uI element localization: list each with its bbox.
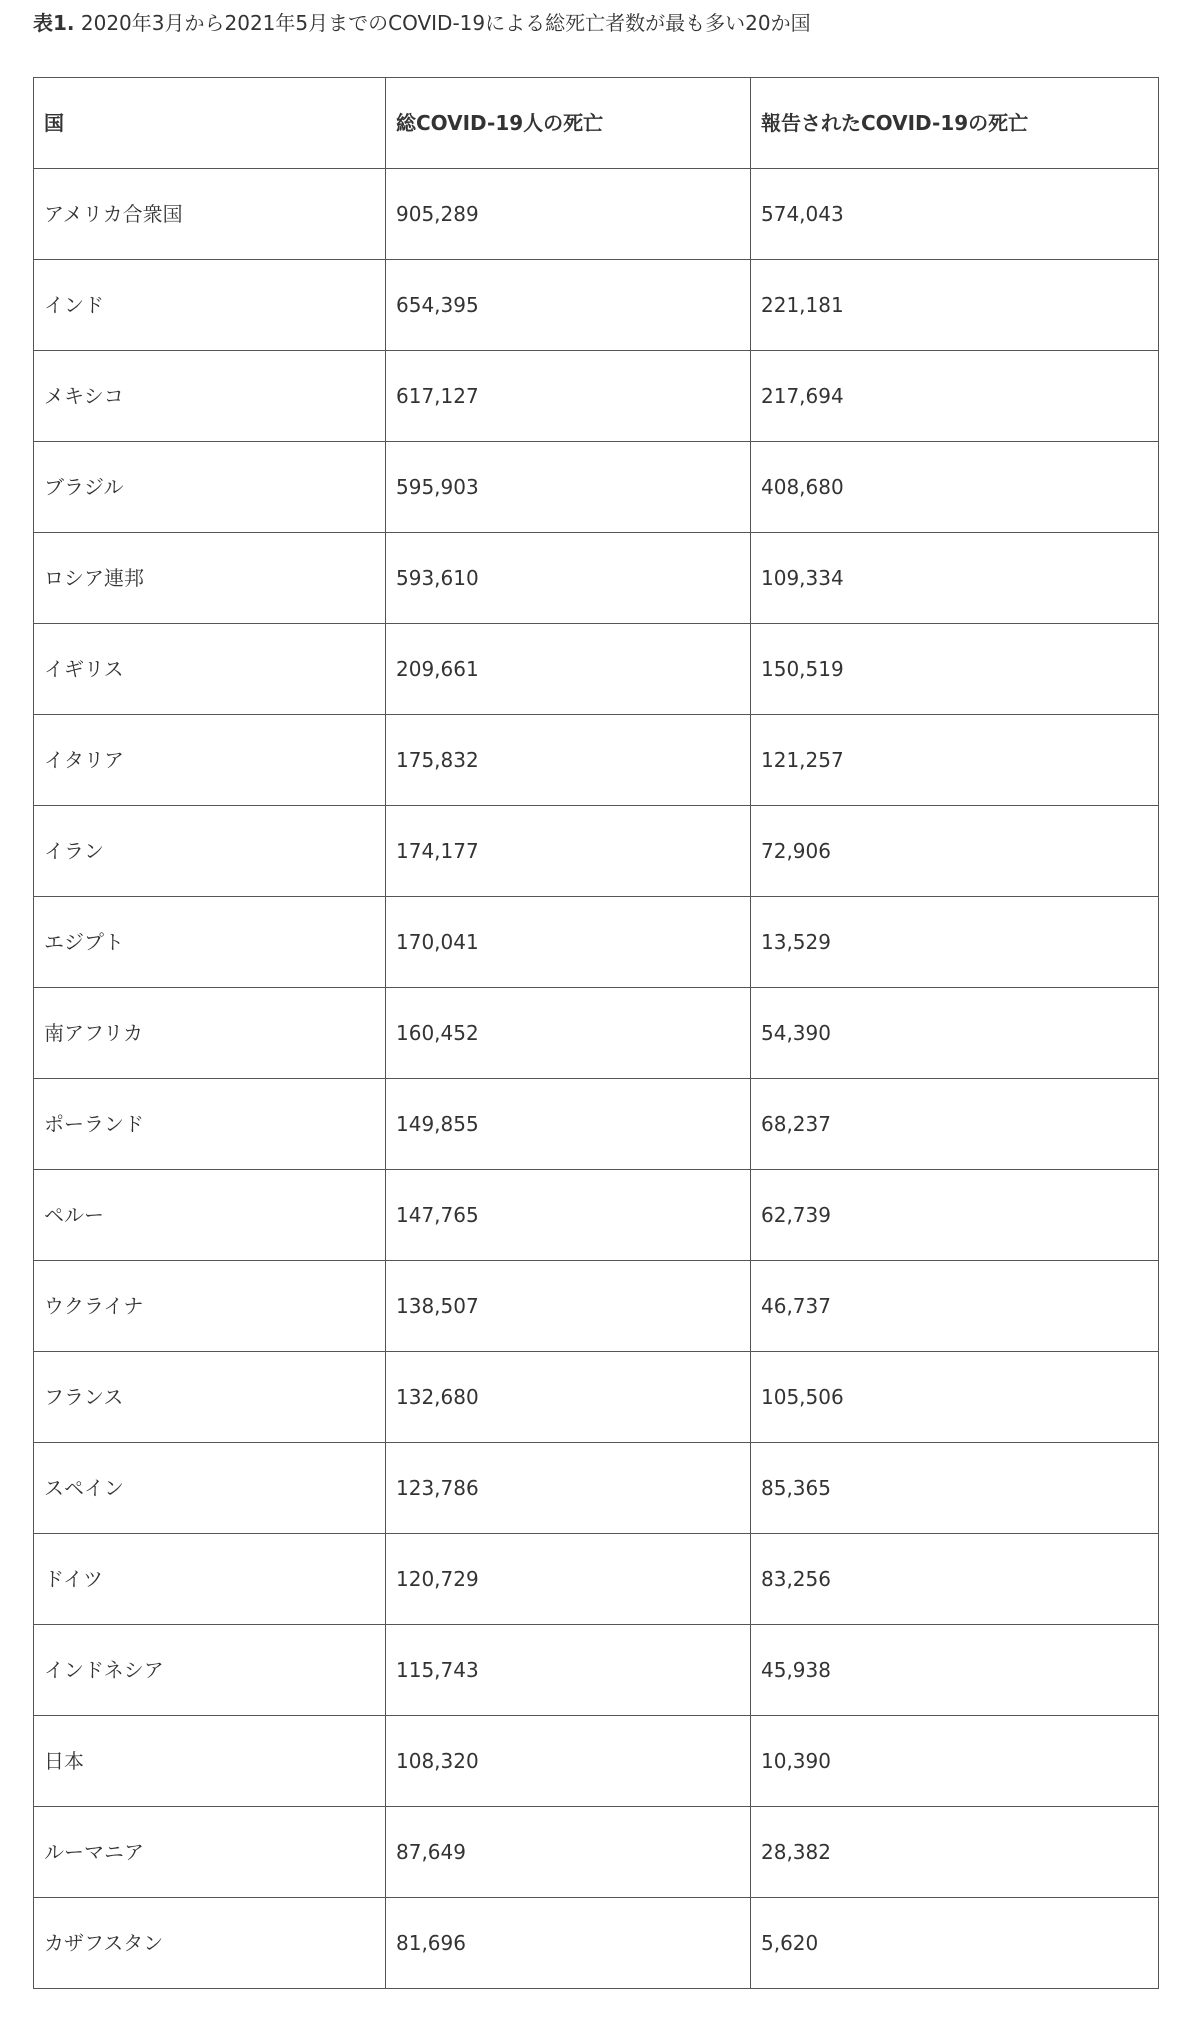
cell-country: ポーランド	[34, 1079, 386, 1170]
cell-reported-deaths: 45,938	[751, 1625, 1159, 1716]
data-table-container	[33, 77, 1158, 1989]
cell-reported-deaths: 72,906	[751, 806, 1159, 897]
table-row	[34, 806, 1159, 897]
cell-reported-deaths: 109,334	[751, 533, 1159, 624]
table-row	[34, 624, 1159, 715]
column-header-reported-deaths: 報告されたCOVID-19の死亡	[751, 78, 1159, 169]
cell-total-deaths: 87,649	[386, 1807, 751, 1898]
cell-country: スペイン	[34, 1443, 386, 1534]
cell-country: ドイツ	[34, 1534, 386, 1625]
cell-total-deaths: 147,765	[386, 1170, 751, 1261]
covid-deaths-table	[33, 77, 1159, 1989]
cell-country: イタリア	[34, 715, 386, 806]
cell-total-deaths: 138,507	[386, 1261, 751, 1352]
cell-total-deaths: 905,289	[386, 169, 751, 260]
table-header-row	[34, 78, 1159, 169]
cell-reported-deaths: 62,739	[751, 1170, 1159, 1261]
cell-total-deaths: 81,696	[386, 1898, 751, 1989]
cell-total-deaths: 170,041	[386, 897, 751, 988]
cell-country: インド	[34, 260, 386, 351]
cell-reported-deaths: 150,519	[751, 624, 1159, 715]
cell-reported-deaths: 13,529	[751, 897, 1159, 988]
cell-reported-deaths: 54,390	[751, 988, 1159, 1079]
cell-country: ウクライナ	[34, 1261, 386, 1352]
cell-total-deaths: 595,903	[386, 442, 751, 533]
cell-total-deaths: 132,680	[386, 1352, 751, 1443]
table-row	[34, 1170, 1159, 1261]
table-row	[34, 1261, 1159, 1352]
table-row	[34, 169, 1159, 260]
cell-reported-deaths: 83,256	[751, 1534, 1159, 1625]
cell-total-deaths: 115,743	[386, 1625, 751, 1716]
cell-total-deaths: 209,661	[386, 624, 751, 715]
cell-total-deaths: 149,855	[386, 1079, 751, 1170]
cell-reported-deaths: 5,620	[751, 1898, 1159, 1989]
cell-total-deaths: 160,452	[386, 988, 751, 1079]
table-row	[34, 715, 1159, 806]
table-row	[34, 1625, 1159, 1716]
table-row	[34, 442, 1159, 533]
table-row	[34, 1443, 1159, 1534]
cell-country: ロシア連邦	[34, 533, 386, 624]
cell-total-deaths: 593,610	[386, 533, 751, 624]
table-caption-text: 2020年3月から2021年5月までのCOVID-19による総死亡者数が最も多い20か国	[74, 11, 811, 35]
cell-country: メキシコ	[34, 351, 386, 442]
cell-total-deaths: 123,786	[386, 1443, 751, 1534]
cell-total-deaths: 654,395	[386, 260, 751, 351]
cell-reported-deaths: 46,737	[751, 1261, 1159, 1352]
cell-country: インドネシア	[34, 1625, 386, 1716]
cell-country: ルーマニア	[34, 1807, 386, 1898]
cell-country: ペルー	[34, 1170, 386, 1261]
table-row	[34, 1352, 1159, 1443]
table-row	[34, 533, 1159, 624]
table-row	[34, 1898, 1159, 1989]
table-caption-label: 表1.	[33, 11, 75, 35]
cell-country: 南アフリカ	[34, 988, 386, 1079]
cell-country: イギリス	[34, 624, 386, 715]
cell-total-deaths: 174,177	[386, 806, 751, 897]
cell-country: 日本	[34, 1716, 386, 1807]
cell-country: アメリカ合衆国	[34, 169, 386, 260]
cell-total-deaths: 617,127	[386, 351, 751, 442]
cell-reported-deaths: 121,257	[751, 715, 1159, 806]
cell-total-deaths: 108,320	[386, 1716, 751, 1807]
cell-country: ブラジル	[34, 442, 386, 533]
cell-reported-deaths: 221,181	[751, 260, 1159, 351]
cell-reported-deaths: 85,365	[751, 1443, 1159, 1534]
cell-reported-deaths: 408,680	[751, 442, 1159, 533]
cell-reported-deaths: 10,390	[751, 1716, 1159, 1807]
cell-reported-deaths: 28,382	[751, 1807, 1159, 1898]
table-row	[34, 897, 1159, 988]
cell-reported-deaths: 217,694	[751, 351, 1159, 442]
cell-total-deaths: 120,729	[386, 1534, 751, 1625]
table-row	[34, 1534, 1159, 1625]
cell-country: カザフスタン	[34, 1898, 386, 1989]
cell-reported-deaths: 68,237	[751, 1079, 1159, 1170]
table-row	[34, 1807, 1159, 1898]
table-row	[34, 1716, 1159, 1807]
cell-country: エジプト	[34, 897, 386, 988]
cell-country: イラン	[34, 806, 386, 897]
table-row	[34, 1079, 1159, 1170]
table-caption	[33, 8, 811, 38]
cell-country: フランス	[34, 1352, 386, 1443]
table-row	[34, 351, 1159, 442]
table-row	[34, 260, 1159, 351]
column-header-total-deaths: 総COVID-19人の死亡	[386, 78, 751, 169]
cell-total-deaths: 175,832	[386, 715, 751, 806]
table-body	[34, 169, 1159, 1989]
cell-reported-deaths: 574,043	[751, 169, 1159, 260]
cell-reported-deaths: 105,506	[751, 1352, 1159, 1443]
column-header-country: 国	[34, 78, 386, 169]
table-row	[34, 988, 1159, 1079]
